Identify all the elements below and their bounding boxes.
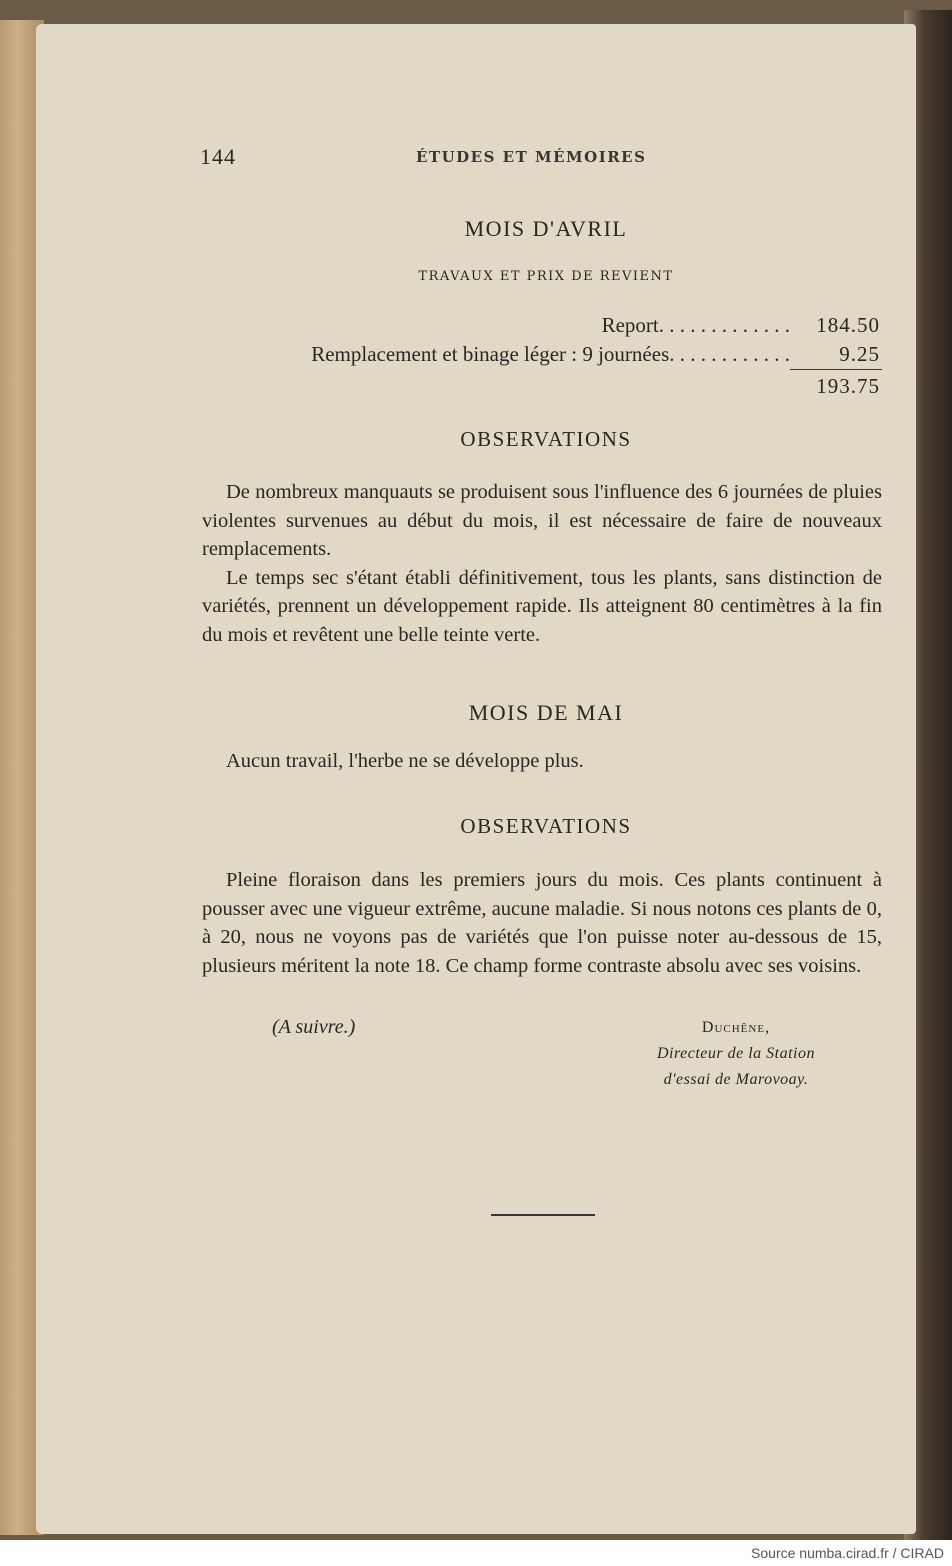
source-credit: Source numba.cirad.fr / CIRAD	[751, 1545, 944, 1561]
author-title-line1: Directeur de la Station	[657, 1045, 815, 1062]
total-rule	[790, 369, 882, 370]
page-sheet	[36, 24, 916, 1534]
author-title-line2: d'essai de Marovoay.	[663, 1071, 809, 1088]
page-number: 144	[200, 144, 236, 169]
may-text-block	[202, 747, 882, 776]
running-title: ÉTUDES ET MÉMOIRES	[416, 148, 647, 166]
end-rule	[491, 1214, 595, 1216]
cost-label: Report. . . . . . . . . . . . .	[601, 313, 790, 337]
april-observations-text	[202, 478, 882, 649]
cost-amount: 9.25	[839, 342, 880, 366]
april-observations-title: OBSERVATIONS	[460, 427, 632, 451]
paragraph: Pleine floraison dans les premiers jours du mois. Ces plants continuent à pousser avec une vigueur extrême, aucune maladie. Si nous notons ces plants de 0, à 20, nous ne voyons pas de variétés que l'on puisse noter au-dessous de 15, plusieurs méritent la note 18. Ce champ forme contraste absolu avec ses voisins.	[202, 869, 882, 977]
author-name: Duchêne,	[701, 1019, 771, 1036]
may-observations-title: OBSERVATIONS	[460, 814, 632, 838]
cost-label: Remplacement et binage léger : 9 journées. . . . . . . . . . . .	[311, 342, 790, 366]
april-title: MOIS D'AVRIL	[464, 216, 628, 241]
cost-total: 193.75	[816, 374, 880, 398]
april-subtitle: TRAVAUX ET PRIX DE REVIENT	[418, 269, 674, 284]
may-observations-text	[202, 866, 882, 980]
paragraph: De nombreux manquauts se produisent sous l'influence des 6 journées de pluies violentes survenues au début du mois, il est nécessaire de faire de nouveaux remplacements.	[202, 481, 882, 560]
paragraph: Aucun travail, l'herbe ne se développe plus.	[226, 750, 584, 772]
paragraph: Le temps sec s'étant établi définitivement, tous les plants, sans distinction de variétés, prennent un développement rapide. Ils atteignent 80 centimètres à la fin du mois et revêtent une belle teinte verte.	[202, 566, 882, 646]
cost-row-remplacement	[202, 342, 882, 370]
cost-row-report	[202, 313, 882, 341]
may-title: MOIS DE MAI	[468, 700, 624, 725]
cost-amount: 184.50	[816, 313, 880, 337]
to-be-continued: (A suivre.)	[272, 1016, 356, 1038]
cost-row-total	[202, 374, 882, 402]
